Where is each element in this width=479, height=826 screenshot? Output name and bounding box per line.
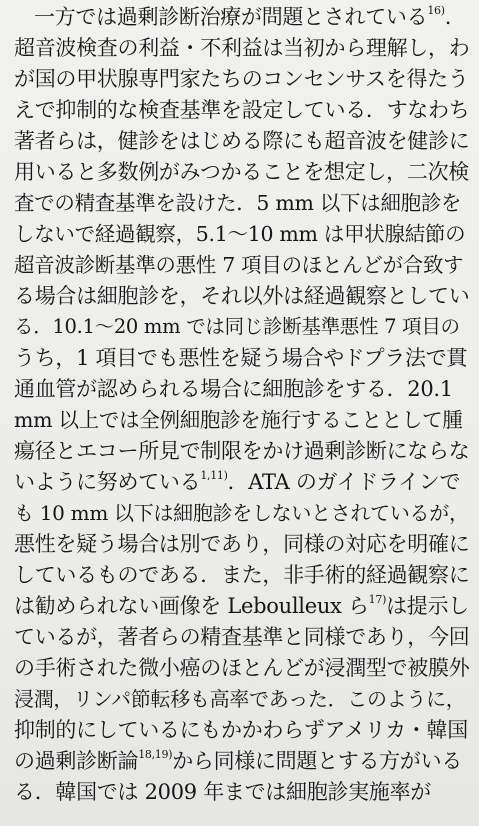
line-text: 瘍径とエコー所見で制限をかけ過剰診断にならな	[14, 439, 470, 463]
citation-superscript: 16)	[427, 4, 445, 17]
text-line-6	[14, 155, 469, 189]
text-line-19	[14, 558, 469, 592]
line-text: の過剰診断論	[14, 749, 139, 773]
line-text: る場合は細胞診を，それ以外は経過観察としてい	[14, 284, 470, 308]
line-text-after: ．ATA のガイドラインで	[227, 470, 461, 494]
text-line-22	[14, 651, 469, 685]
text-line-15	[14, 434, 469, 468]
line-text: 著者らは，健診をはじめる際にも超音波を健診に	[14, 129, 470, 153]
text-line-3	[14, 62, 469, 96]
citation-superscript: 17)	[368, 593, 387, 606]
line-text: うち，1 項目でも悪性を疑う場合やドプラ法で貫	[14, 346, 468, 370]
line-text-after: から同様に問題とする方がいる	[172, 749, 462, 773]
line-text: mm 以上では全例細胞診を施行することとして腫	[14, 408, 463, 432]
text-line-16	[14, 465, 460, 499]
line-text: 一方では過剰診断治療が問題とされている	[34, 5, 428, 29]
text-line-8	[14, 217, 465, 251]
line-text: 通血管が認められる場合に細胞診をする．20.1	[14, 377, 453, 401]
line-text: る．韓国では 2009 年までは細胞診実施率が	[14, 780, 431, 804]
line-text: は勧められない画像を Leboulleux ら	[14, 594, 369, 618]
line-text: 悪性を疑う場合は別であり，同様の対応を明確に	[14, 532, 470, 556]
line-text: ているが，著者らの精査基準と同様であり，今回	[14, 625, 470, 649]
line-text: 査での精査基準を設けた．5 mm 以下は細胞診を	[14, 191, 462, 215]
text-line-2	[14, 31, 469, 65]
text-line-17	[14, 496, 469, 530]
text-line-14	[14, 403, 463, 437]
text-line-1	[34, 0, 451, 34]
text-line-20	[14, 589, 469, 623]
citation-superscript: 1,11)	[200, 469, 228, 482]
text-line-12	[14, 341, 467, 375]
line-text: の手術された微小癌のほとんどが浸潤型で被膜外	[14, 656, 470, 680]
line-text: 浸潤，リンパ節転移も高率であった．このように，	[14, 687, 466, 711]
line-text: 超音波診断基準の悪性 7 項目のほとんどが合致す	[14, 253, 464, 277]
text-line-13	[14, 372, 453, 406]
citation-superscript: 18,19)	[138, 748, 173, 761]
line-text: いように努めている	[14, 470, 201, 494]
text-line-21	[14, 620, 469, 654]
text-line-25	[14, 744, 462, 778]
text-line-23	[14, 682, 466, 716]
line-text: えで抑制的な検査基準を設定している．すなわち	[14, 98, 470, 122]
text-line-18	[14, 527, 469, 561]
text-line-4	[14, 93, 469, 127]
line-text: が国の甲状腺専門家たちのコンセンサスを得たう	[14, 67, 469, 91]
text-line-11	[14, 310, 460, 344]
line-text: る．10.1～20 mm では同じ診断基準悪性 7 項目の	[14, 315, 460, 338]
line-text: も 10 mm 以下は細胞診をしないとされているが，	[14, 501, 469, 525]
text-line-26	[14, 775, 431, 809]
line-text: 超音波検査の利益・不利益は当初から理解し，わ	[14, 36, 470, 60]
text-line-5	[14, 124, 469, 158]
line-text: しないで経過観察，5.1～10 mm は甲状腺結節の	[14, 222, 466, 246]
line-text-after: .	[444, 5, 452, 29]
line-text-after: は提示し	[386, 594, 469, 618]
text-line-7	[14, 186, 461, 220]
line-text: 用いると多数例がみつかることを想定し，二次検	[14, 160, 469, 184]
line-text: しているものである．また，非手術的経過観察に	[14, 563, 470, 587]
text-line-10	[14, 279, 469, 313]
text-line-9	[14, 248, 463, 282]
text-line-24	[14, 713, 468, 747]
line-text: 抑制的にしているにもかかわらずアメリカ・韓国	[14, 718, 468, 742]
